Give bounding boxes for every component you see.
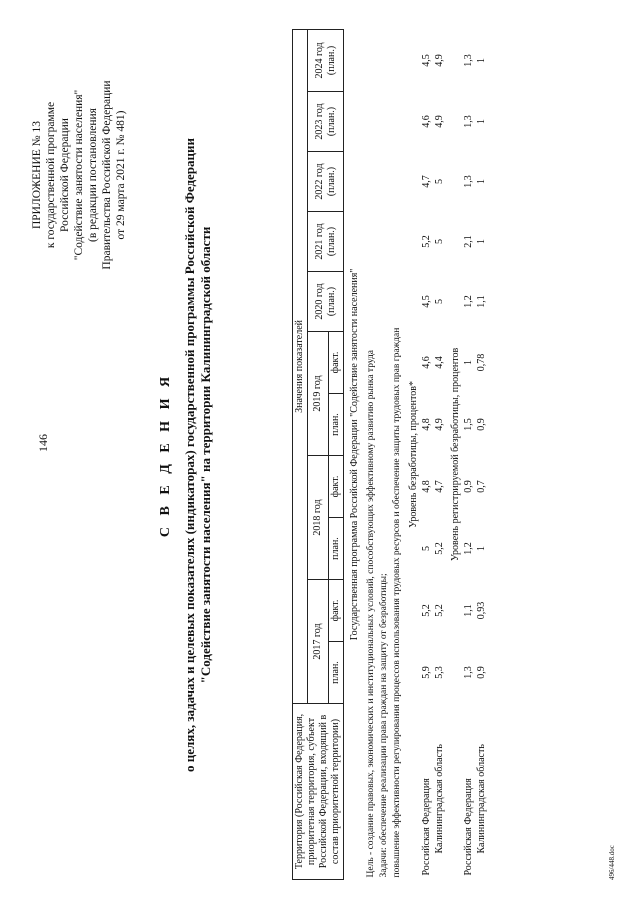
plan-subheader: план. bbox=[329, 518, 344, 580]
appendix-line: от 29 марта 2021 г. № 481) bbox=[115, 110, 127, 240]
year-2023-header: 2023 год (план.) bbox=[308, 92, 344, 152]
document-subtitle-line-2: "Содействие занятости населения" на территории Калининградской области bbox=[198, 226, 213, 684]
value-cell: 0,9 bbox=[463, 480, 474, 493]
value-cell: 1 bbox=[476, 57, 487, 63]
value-cell: 4,8 bbox=[421, 418, 432, 431]
appendix-line: "Содействие занятости населения" bbox=[73, 89, 85, 261]
rotated-page-content bbox=[30, 30, 620, 880]
goal-text-line: повышение эффективности регулирования процессов использования трудовых ресурсов и обеспечение защиты трудовых прав граждан bbox=[392, 327, 402, 878]
value-cell: 1,5 bbox=[463, 418, 474, 431]
value-cell: 0,93 bbox=[476, 601, 487, 620]
appendix-line: Российской Федерации bbox=[59, 118, 71, 232]
territory-column-header: Территория (Российская Федерация, приоритетная территория, субъект Российской Федерации, входящий в состав приоритетной территории) bbox=[293, 704, 344, 880]
value-cell: 4,4 bbox=[434, 356, 445, 369]
year-2018-header: 2018 год bbox=[308, 456, 329, 580]
value-cell: 1,2 bbox=[463, 295, 474, 308]
indicators-table bbox=[292, 29, 488, 880]
value-cell: 5 bbox=[421, 546, 432, 551]
value-cell: 1 bbox=[476, 179, 487, 184]
page-number: 146 bbox=[36, 434, 50, 452]
indicator-title: Уровень безработицы, процентов* bbox=[408, 381, 419, 528]
table-row bbox=[475, 29, 488, 879]
value-cell: 5,9 bbox=[421, 666, 432, 679]
value-cell: 2,1 bbox=[463, 235, 474, 248]
document-heading bbox=[158, 30, 214, 880]
value-cell: 1 bbox=[463, 360, 474, 365]
value-cell: 0,7 bbox=[476, 480, 487, 493]
value-cell: 4,9 bbox=[434, 115, 445, 128]
value-cell: 0,78 bbox=[476, 353, 487, 372]
goal-text-line: Задачи: обеспечение реализации права граждан на защиту от безработицы; bbox=[379, 573, 389, 878]
value-cell: 1 bbox=[476, 546, 487, 551]
region-cell: Российская Федерация bbox=[463, 778, 474, 876]
value-cell: 1,2 bbox=[463, 542, 474, 555]
value-cell: 4,8 bbox=[421, 480, 432, 493]
value-cell: 4,5 bbox=[421, 295, 432, 308]
value-cell: 0,9 bbox=[476, 418, 487, 431]
value-cell: 4,5 bbox=[421, 54, 432, 67]
appendix-line: ПРИЛОЖЕНИЕ № 13 bbox=[31, 121, 43, 230]
value-cell: 4,7 bbox=[434, 480, 445, 493]
document-subtitle-line-1: о целях, задачах и целевых показателях (индикаторах) государственной программы Российской Федерации bbox=[182, 137, 197, 773]
value-cell: 1,1 bbox=[476, 295, 487, 308]
appendix-line: Правительства Российской Федерации bbox=[101, 80, 113, 270]
appendix-line: (в редакции постановления bbox=[87, 108, 99, 242]
year-2017-header: 2017 год bbox=[308, 580, 329, 704]
table-row bbox=[420, 29, 433, 879]
value-cell: 1,3 bbox=[463, 175, 474, 188]
value-cell: 4,6 bbox=[421, 115, 432, 128]
appendix-header bbox=[30, 30, 128, 320]
year-2019-header: 2019 год bbox=[308, 332, 329, 456]
fact-subheader: факт. bbox=[329, 456, 344, 518]
year-2024-header: 2024 год (план.) bbox=[308, 29, 344, 91]
value-cell: 4,9 bbox=[434, 418, 445, 431]
value-cell: 5,2 bbox=[434, 542, 445, 555]
value-cell: 5 bbox=[434, 179, 445, 184]
region-cell: Российская Федерация bbox=[421, 778, 432, 876]
year-2020-header: 2020 год (план.) bbox=[308, 272, 344, 332]
document-code: 496/448.doc bbox=[608, 845, 616, 880]
value-cell: 4,7 bbox=[421, 175, 432, 188]
value-cell: 5,2 bbox=[421, 604, 432, 617]
program-title: Государственная программа Российской Федерации "Содействие занятости населения" bbox=[349, 268, 360, 641]
year-2022-header: 2022 год (план.) bbox=[308, 152, 344, 212]
region-cell: Калининградская область bbox=[434, 744, 445, 854]
indicator-title: Уровень регистрируемой безработицы, процентов bbox=[450, 347, 461, 562]
plan-subheader: план. bbox=[329, 394, 344, 456]
value-cell: 1,3 bbox=[463, 54, 474, 67]
value-cell: 5,2 bbox=[421, 235, 432, 248]
year-2021-header: 2021 год (план.) bbox=[308, 212, 344, 272]
value-cell: 4,6 bbox=[421, 356, 432, 369]
plan-subheader: план. bbox=[329, 642, 344, 704]
value-cell: 1 bbox=[476, 239, 487, 244]
fact-subheader: факт. bbox=[329, 580, 344, 642]
value-cell: 1 bbox=[476, 119, 487, 124]
value-cell: 0,9 bbox=[476, 666, 487, 679]
goal-text-line: Цель - создание правовых, экономических и институциональных условий, способствующих эффективному развитию рынка труда bbox=[366, 349, 376, 878]
region-cell: Калининградская область bbox=[476, 744, 487, 854]
value-cell: 1,3 bbox=[463, 666, 474, 679]
value-cell: 5 bbox=[434, 239, 445, 244]
values-column-header: Значения показателей bbox=[293, 29, 308, 703]
value-cell: 1,3 bbox=[463, 115, 474, 128]
appendix-line: к государственной программе bbox=[45, 101, 57, 249]
value-cell: 5,2 bbox=[434, 604, 445, 617]
table-row bbox=[462, 29, 475, 879]
table-row bbox=[433, 29, 446, 879]
value-cell: 5,3 bbox=[434, 666, 445, 679]
document-title: С В Е Д Е Н И Я bbox=[158, 372, 173, 538]
value-cell: 5 bbox=[434, 299, 445, 304]
fact-subheader: факт. bbox=[329, 332, 344, 394]
value-cell: 1,1 bbox=[463, 604, 474, 617]
value-cell: 4,9 bbox=[434, 54, 445, 67]
